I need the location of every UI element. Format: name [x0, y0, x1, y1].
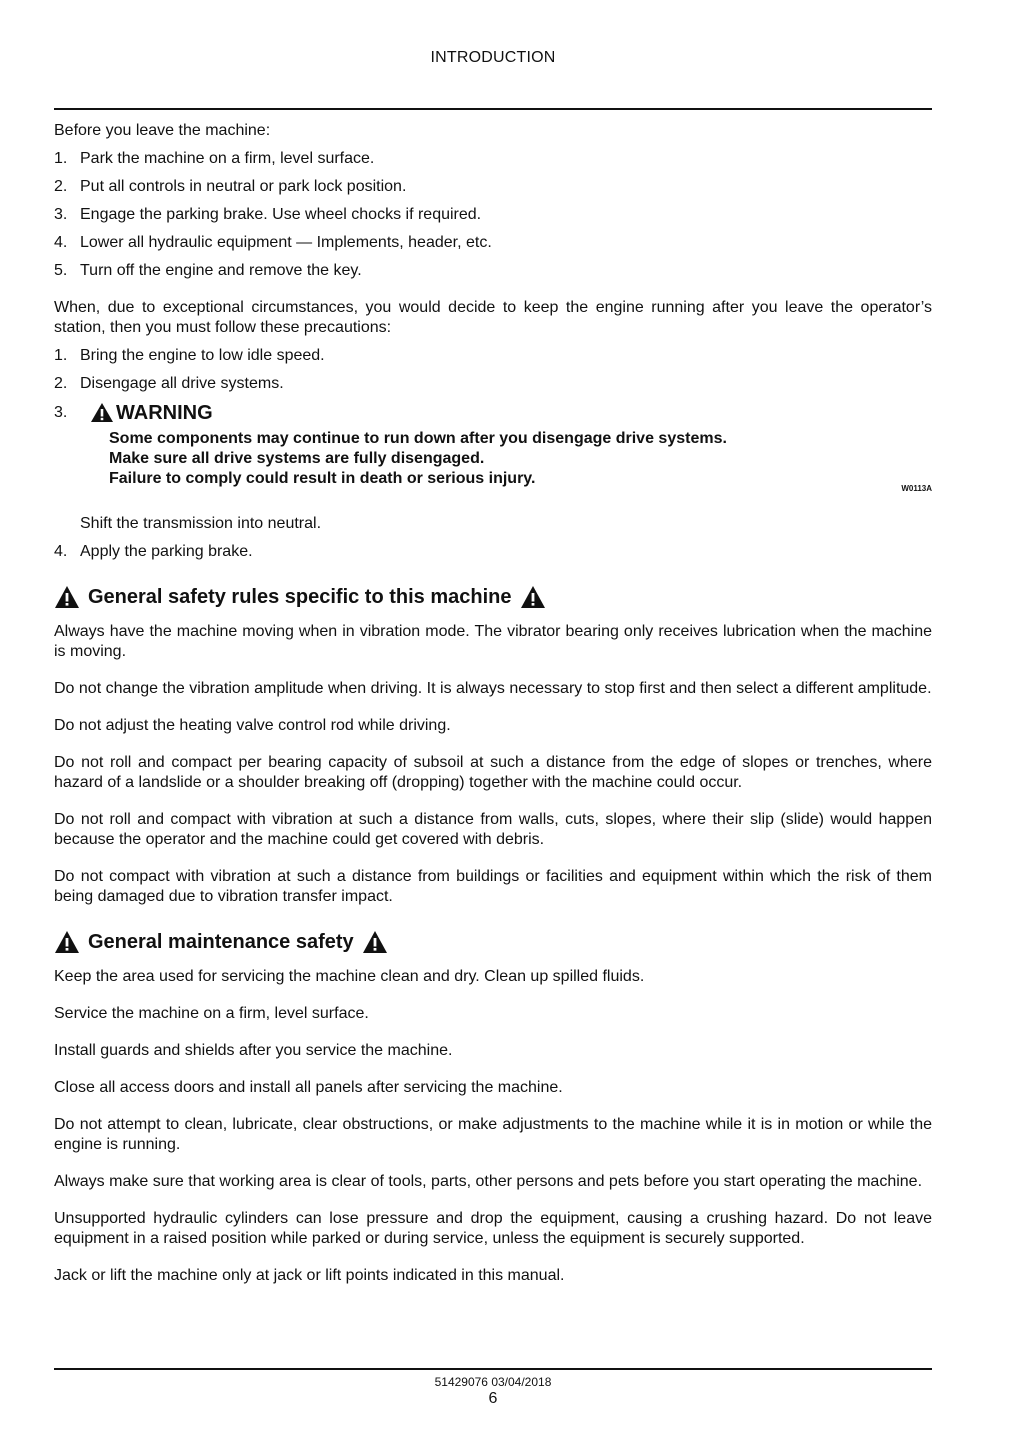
warning-action: Shift the transmission into neutral.: [80, 515, 322, 532]
warning-triangle-icon: [54, 585, 80, 609]
list-item: [54, 346, 932, 366]
paragraph: Do not change the vibration amplitude when driving. It is always necessary to stop first and then select a different amplitude.: [54, 680, 932, 697]
list-number: 4.: [54, 234, 68, 251]
paragraph: Close all access doors and install all panels after servicing the machine.: [54, 1079, 563, 1096]
list-item: [54, 149, 932, 169]
warning-triangle-icon: [520, 585, 546, 609]
list-number: 2.: [54, 375, 68, 392]
paragraph: Service the machine on a firm, level surface.: [54, 1005, 369, 1022]
paragraph: Jack or lift the machine only at jack or lift points indicated in this manual.: [54, 1267, 565, 1284]
warning-label: WARNING: [116, 401, 213, 424]
paragraph: Do not compact with vibration at such a distance from buildings or facilities and equipment within which the risk of them being damaged due to vibration transfer impact.: [54, 868, 932, 905]
list-item: [54, 374, 932, 394]
paragraph: Keep the area used for servicing the machine clean and dry. Clean up spilled fluids.: [54, 968, 645, 985]
footer-rule: [54, 1368, 932, 1370]
warning-code: W0113A: [901, 484, 932, 493]
page-number: 6: [488, 1390, 498, 1407]
warning-triangle-icon: [54, 930, 80, 954]
section-heading-machine: [54, 584, 932, 610]
page-header-title: INTRODUCTION: [430, 49, 556, 66]
warning-line: Failure to comply could result in death or serious injury.: [109, 470, 536, 487]
list-text: Engage the parking brake. Use wheel chocks if required.: [80, 206, 482, 223]
warning-body: [109, 429, 932, 493]
warning-triangle-icon: [90, 402, 114, 423]
list-number: 5.: [54, 262, 68, 279]
paragraph: Always have the machine moving when in vibration mode. The vibrator bearing only receives lubrication when the machine is moving.: [54, 623, 932, 660]
footer-document-code: 51429076 03/04/2018: [434, 1375, 552, 1389]
list-text: Bring the engine to low idle speed.: [80, 347, 325, 364]
paragraph: Always make sure that working area is clear of tools, parts, other persons and pets before you start operating the machine.: [54, 1173, 923, 1190]
section-title: General safety rules specific to this machine: [88, 586, 512, 608]
list-number: 2.: [54, 178, 68, 195]
section-heading-maintenance: [54, 929, 932, 955]
section-title: General maintenance safety: [88, 931, 354, 953]
list-text: Lower all hydraulic equipment — Implements, header, etc.: [80, 234, 492, 251]
paragraph: Do not adjust the heating valve control rod while driving.: [54, 717, 451, 734]
list-number: 3.: [54, 206, 68, 223]
paragraph: Do not roll and compact per bearing capacity of subsoil at such a distance from the edge of slopes or trenches, where hazard of a landslide or a shoulder breaking off (dropping) together with the machine could occur.: [54, 754, 932, 791]
page-content: [54, 121, 932, 1286]
list-text: Apply the parking brake.: [80, 543, 253, 560]
warning-title: [90, 402, 213, 423]
list-number: 1.: [54, 347, 68, 364]
paragraph: Do not roll and compact with vibration at such a distance from walls, cuts, slopes, where their slip (slide) would happen because the operator and the machine could get covered with debris.: [54, 811, 932, 848]
warning-line: Some components may continue to run down after you disengage drive systems.: [109, 430, 727, 447]
running-intro: When, due to exceptional circumstances, you would decide to keep the engine running after you leave the operator’s station, then you must follow these precautions:: [54, 299, 932, 336]
paragraph: Do not attempt to clean, lubricate, clear obstructions, or make adjustments to the machine while it is in motion or while the engine is running.: [54, 1116, 932, 1153]
list-item: [54, 205, 932, 225]
warning-header: [54, 402, 932, 423]
list-text: Disengage all drive systems.: [80, 375, 284, 392]
list-item: [54, 177, 932, 197]
list-text: Put all controls in neutral or park lock position.: [80, 178, 407, 195]
list-item: [54, 261, 932, 281]
warning-step: [54, 402, 932, 534]
paragraph: Unsupported hydraulic cylinders can lose pressure and drop the equipment, causing a crushing hazard. Do not leave equipment in a raised position while parked or during service, unless the equipment is securely supported.: [54, 1210, 932, 1247]
paragraph: Install guards and shields after you service the machine.: [54, 1042, 453, 1059]
leave-intro: Before you leave the machine:: [54, 122, 271, 139]
list-number: 3.: [54, 403, 68, 421]
header-rule: [54, 108, 932, 110]
list-text: Turn off the engine and remove the key.: [80, 262, 362, 279]
list-item: [54, 233, 932, 253]
list-text: Park the machine on a firm, level surface.: [80, 150, 375, 167]
warning-line: Make sure all drive systems are fully disengaged.: [109, 450, 485, 467]
list-number: 1.: [54, 150, 68, 167]
warning-triangle-icon: [362, 930, 388, 954]
list-number: 4.: [54, 543, 68, 560]
list-item: [54, 542, 932, 562]
